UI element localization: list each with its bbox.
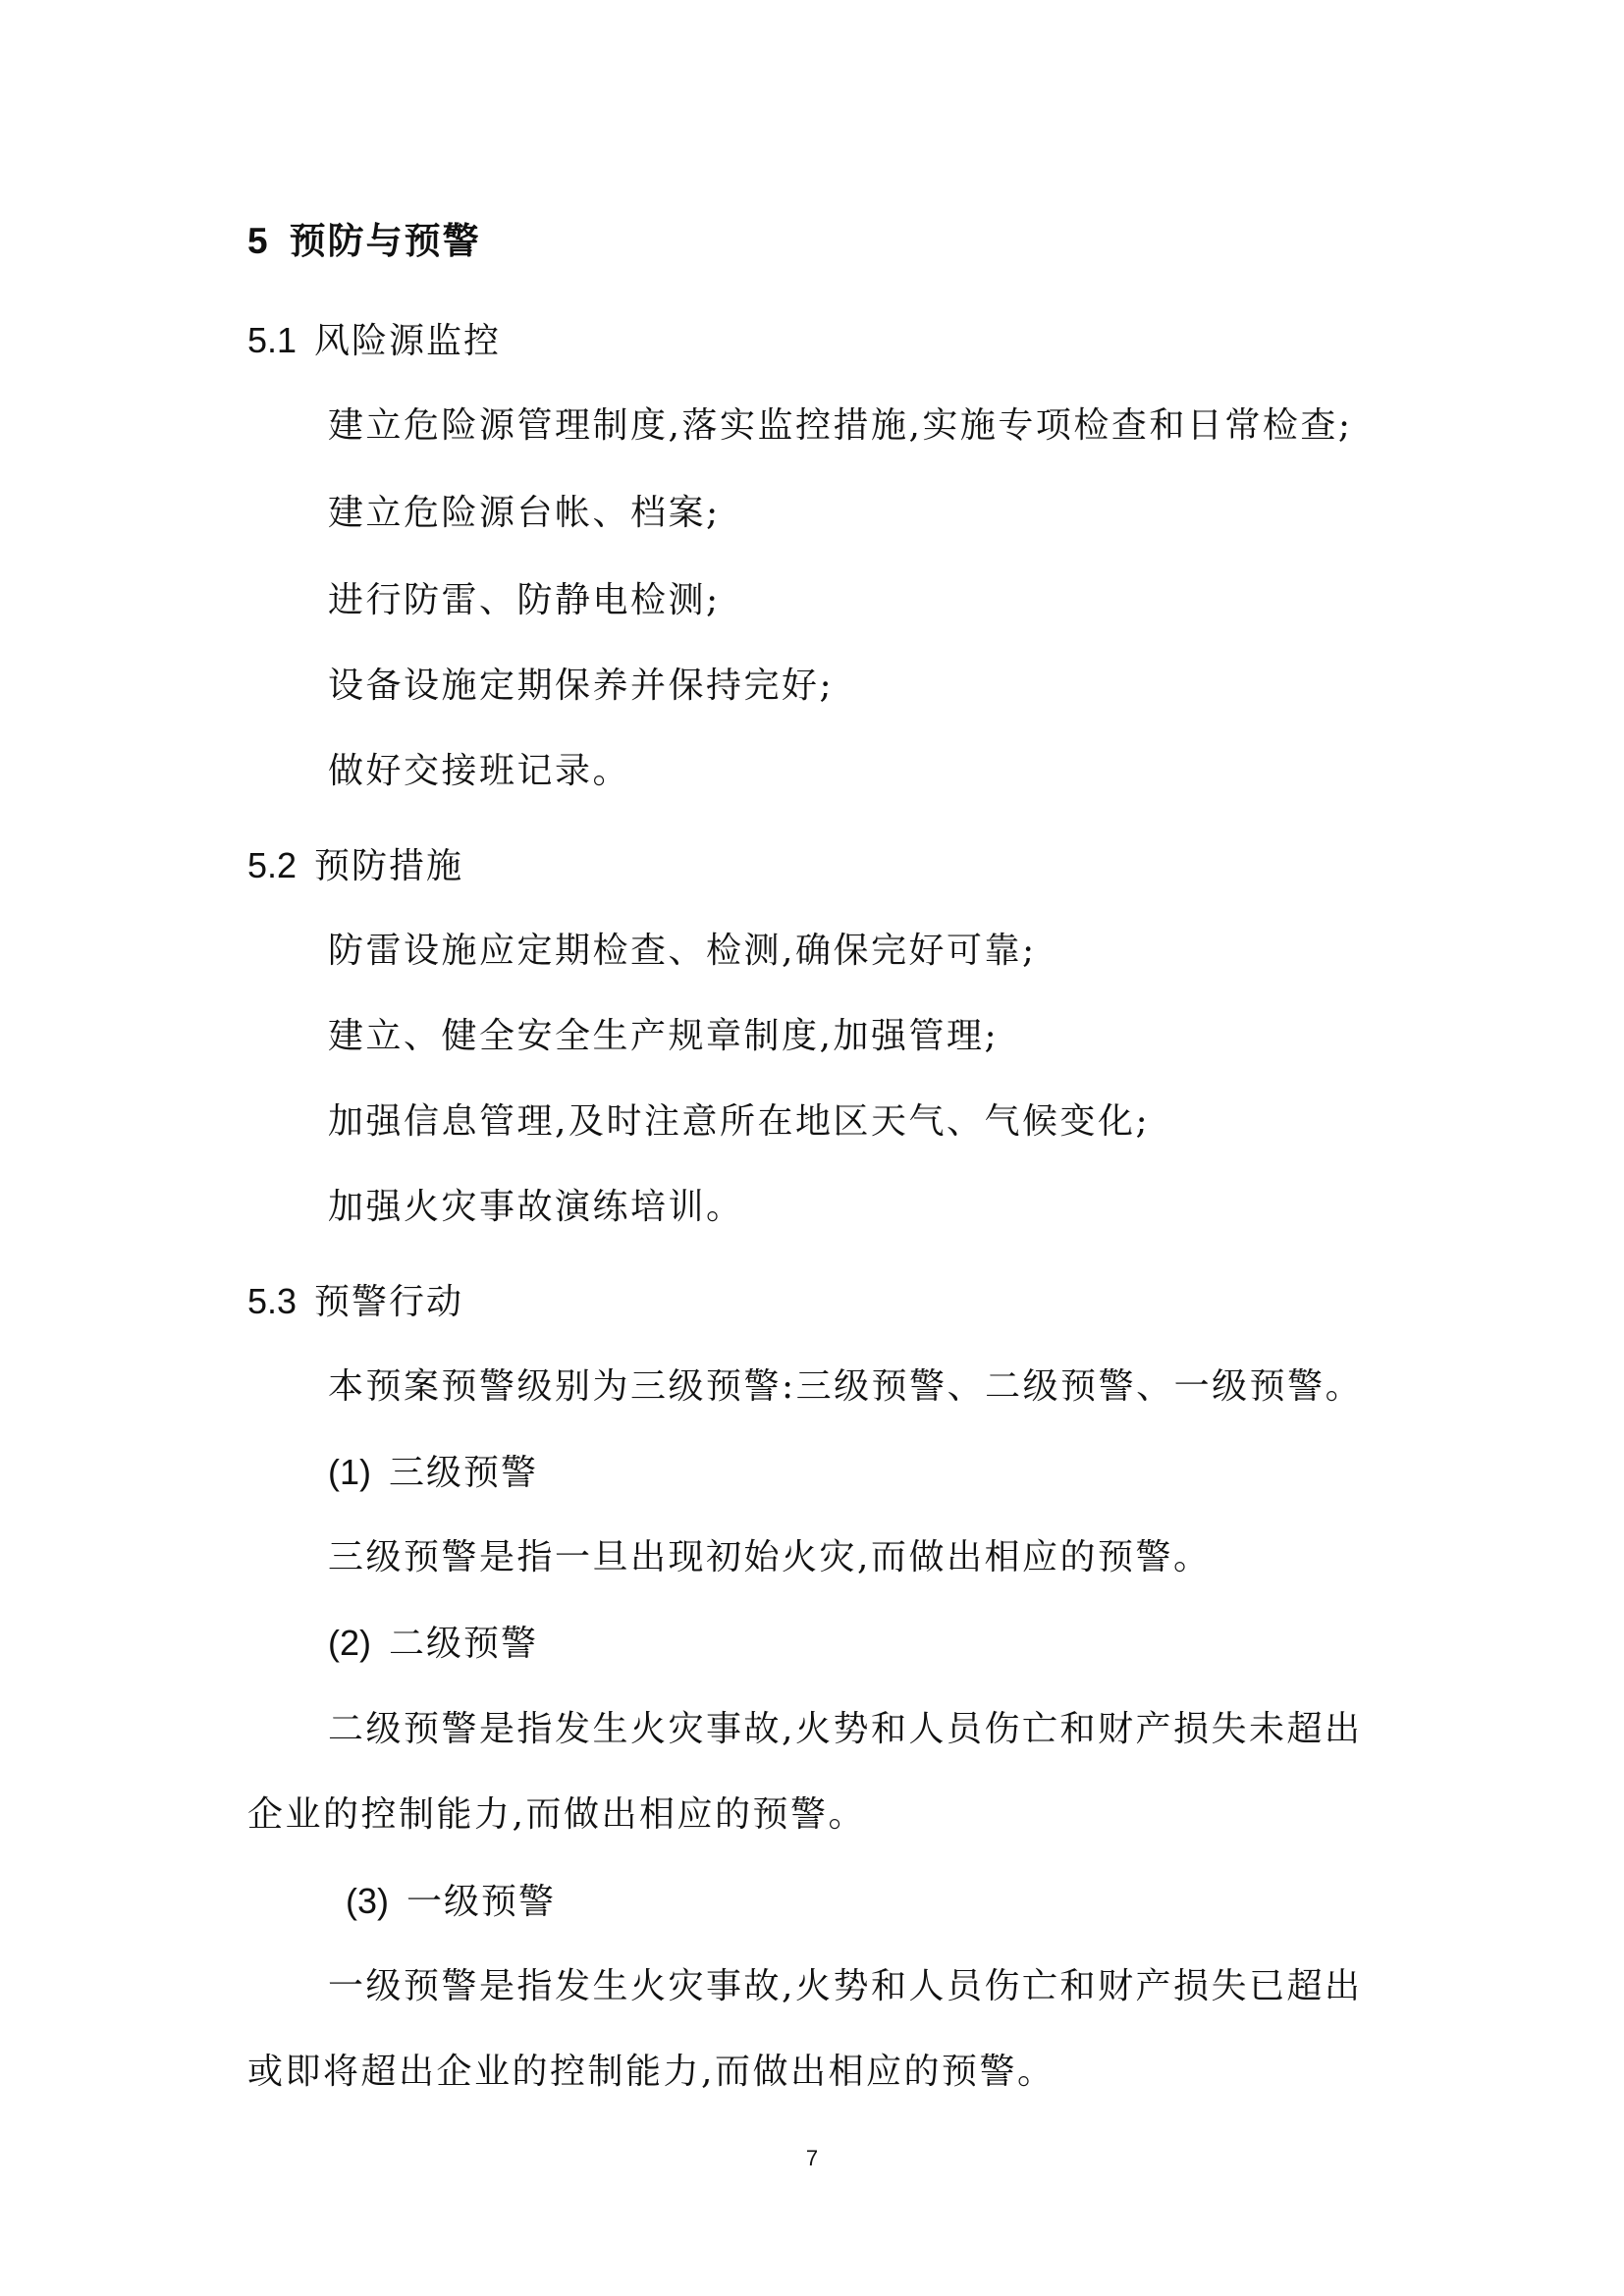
level-number: (1) (328, 1452, 371, 1492)
level-heading-2 (328, 1620, 538, 1668)
chapter-heading (247, 218, 481, 265)
section-number: 5.3 (247, 1281, 298, 1321)
paragraph-line: 防雷设施应定期检查、检测,确保完好可靠; (328, 931, 1037, 971)
paragraph-line: 或即将超出企业的控制能力,而做出相应的预警。 (247, 2052, 1056, 2092)
chapter-number: 5 (247, 221, 268, 261)
chapter-title: 预防与预警 (289, 220, 481, 262)
level-heading-1 (328, 1449, 538, 1497)
section-title: 预警行动 (314, 1282, 464, 1322)
section-title: 预防措施 (314, 846, 464, 886)
level-number: (3) (346, 1881, 389, 1921)
paragraph-line: 加强信息管理,及时注意所在地区天气、气候变化; (328, 1101, 1151, 1142)
paragraph-line: 一级预警是指发生火灾事故,火势和人员伤亡和财产损失已超出 (328, 1966, 1363, 2006)
paragraph-line: 设备设施定期保养并保持完好; (328, 666, 835, 706)
page-number: 7 (805, 2146, 819, 2170)
section-heading-5-1 (247, 317, 501, 365)
section-heading-5-2 (247, 842, 463, 890)
paragraph-line: 做好交接班记录。 (328, 751, 631, 791)
level-title: 二级预警 (389, 1624, 539, 1664)
section-heading-5-3 (247, 1278, 463, 1326)
section-title: 风险源监控 (314, 321, 502, 361)
paragraph-line: 加强火灾事故演练培训。 (328, 1187, 744, 1227)
paragraph-line: 建立危险源台帐、档案; (328, 493, 721, 533)
paragraph-line: 二级预警是指发生火灾事故,火势和人员伤亡和财产损失未超出 (328, 1709, 1363, 1749)
paragraph-line: 本预案预警级别为三级预警:三级预警、二级预警、一级预警。 (328, 1366, 1364, 1407)
level-number: (2) (328, 1623, 371, 1663)
paragraph-line: 企业的控制能力,而做出相应的预警。 (247, 1794, 866, 1835)
section-number: 5.1 (247, 320, 298, 360)
section-number: 5.2 (247, 845, 298, 885)
paragraph-line: 建立危险源管理制度,落实监控措施,实施专项检查和日常检查; (328, 405, 1353, 446)
paragraph-line: 三级预警是指一旦出现初始火灾,而做出相应的预警。 (328, 1537, 1212, 1577)
level-heading-3 (346, 1878, 556, 1926)
level-title: 三级预警 (389, 1453, 539, 1493)
paragraph-line: 建立、健全安全生产规章制度,加强管理; (328, 1016, 1000, 1056)
level-title: 一级预警 (406, 1882, 557, 1922)
paragraph-line: 进行防雷、防静电检测; (328, 580, 721, 620)
